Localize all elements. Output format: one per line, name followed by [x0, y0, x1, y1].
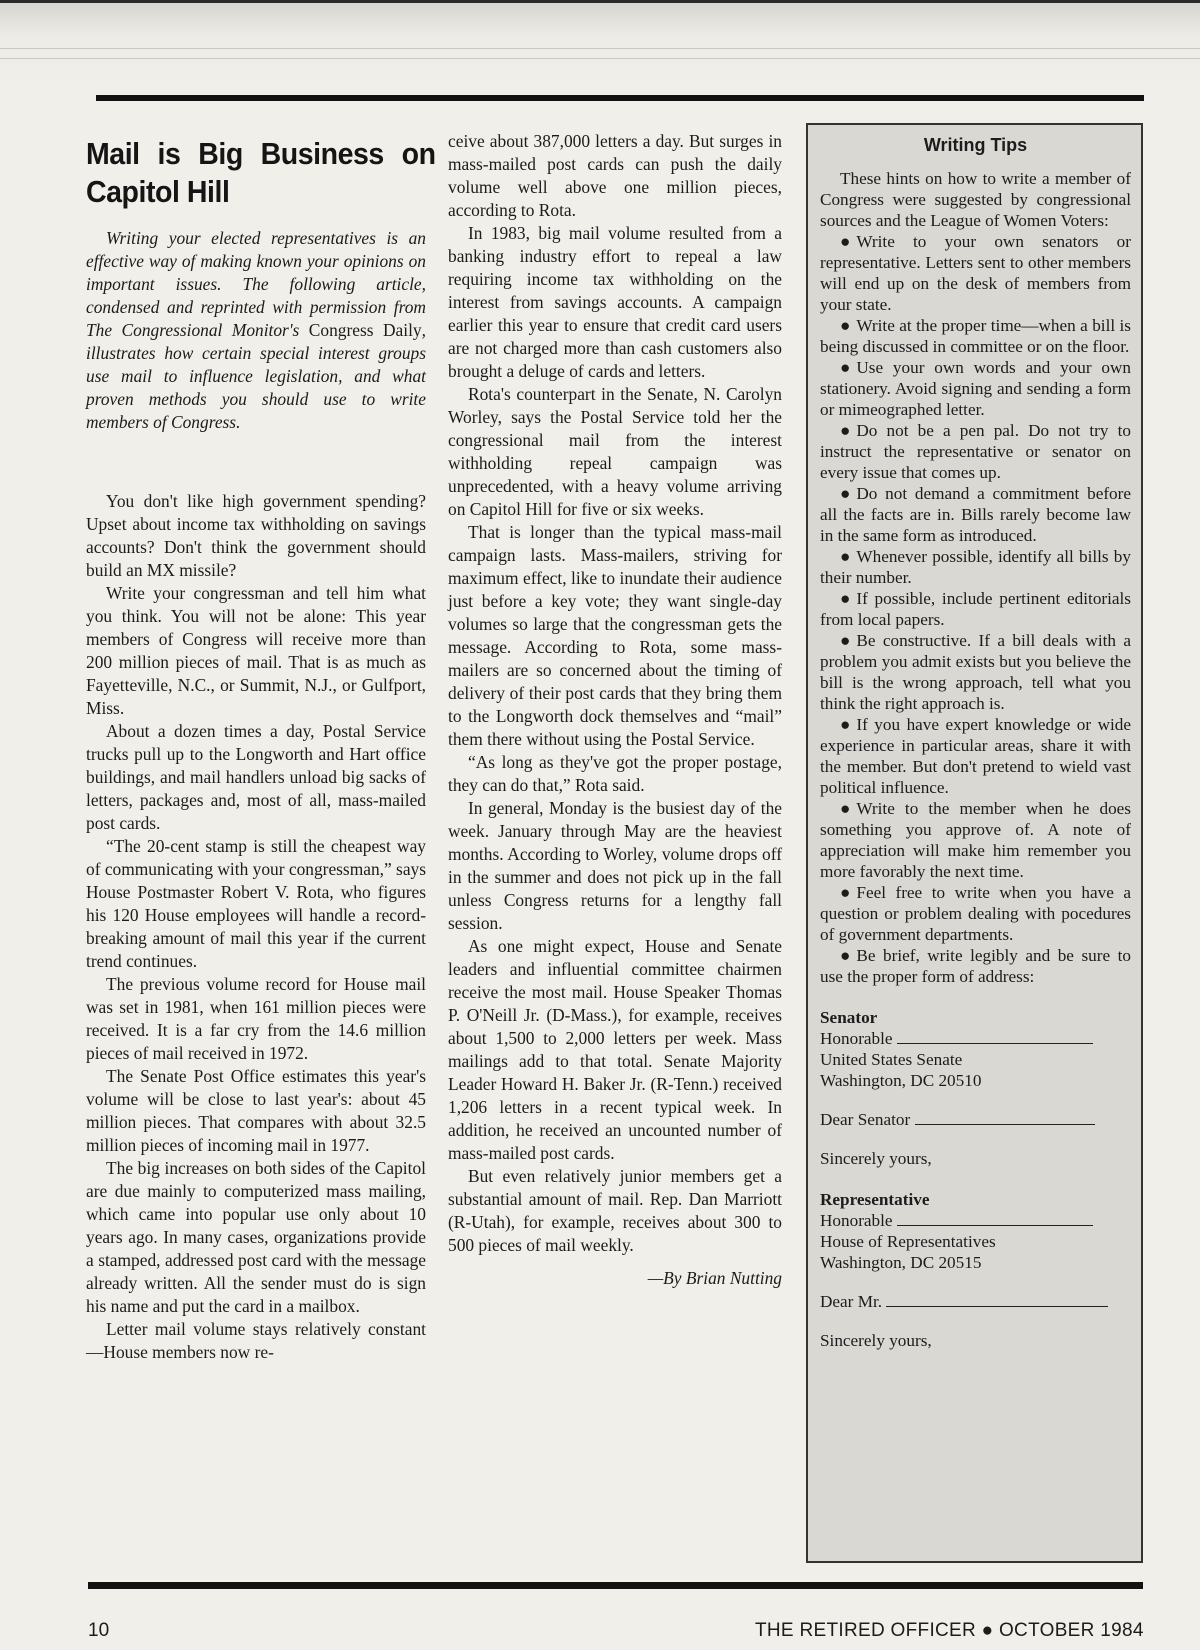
body-paragraph: The Senate Post Office estimates this year's volume will be close to last year's: about 45 million pieces. That compares with about 32.5 million pieces of incoming mail in 1977. — [86, 1066, 426, 1155]
intro-text: , illustrates how certain special interest groups use mail to influence legislation, and what proven methods you should use to write members of Congress. — [86, 320, 426, 432]
closing-line: Sincerely yours, — [820, 1149, 932, 1168]
address-line: House of Representatives — [820, 1232, 996, 1251]
address-line: Washington, DC 20515 — [820, 1253, 982, 1272]
bullet-icon: ● — [840, 715, 851, 734]
salutation-line — [820, 1291, 1131, 1312]
closing-line: Sincerely yours, — [820, 1331, 932, 1350]
bullet-icon: ● — [840, 799, 851, 818]
bullet-icon: ● — [840, 421, 851, 440]
intro-publication: The Congressional Monitor's — [86, 320, 300, 340]
salutation-label: Dear Mr. — [820, 1292, 883, 1311]
senator-heading: Senator — [820, 1008, 878, 1027]
body-paragraph: “The 20-cent stamp is still the cheapest way of communicating with your congressman,” says House Postmaster Robert V. Rota, who figures his 120 House employees will handle a record-breaking amount of mail this year if the current trend continues. — [86, 836, 427, 971]
bullet-icon: ● — [840, 589, 851, 608]
bottom-rule — [88, 1582, 1143, 1589]
tip-text: Write to the member when he does something you approve of. A note of appreciation will make him remember you more favorably the next time. — [820, 799, 1131, 881]
body-paragraph: “As long as they've got the proper postage, they can do that,” Rota said. — [448, 752, 782, 795]
scan-line — [0, 48, 1200, 49]
body-paragraph: As one might expect, House and Senate leaders and influential committee chairmen receive the most mail. House Speaker Thomas P. O'Neill Jr. (D-Mass.), for example, receives about 1,500 to 2,000 letters per week. Mass mailings add to that total. Senate Majority Leader Howard H. Baker Jr. (R-Tenn.) received 1,206 letters in a recent typical week. In addition, he received an uncounted number of mass-mailed post cards. — [448, 936, 782, 1163]
tip-text: Do not demand a commitment before all the facts are in. Bills rarely become law in the same form as introduced. — [820, 484, 1131, 545]
honorable-line — [820, 1210, 1131, 1231]
publication-footer: THE RETIRED OFFICER ● OCTOBER 1984 — [755, 1620, 1144, 1641]
honorable-label: Honorable — [820, 1029, 893, 1048]
tip-item — [820, 483, 1131, 546]
body-paragraph: About a dozen times a day, Postal Service trucks pull up to the Longworth and Hart office buildings, and mail handlers unload big sacks of letters, packages and, most of all, mass-mailed post cards. — [86, 721, 426, 833]
body-paragraph: But even relatively junior members get a substantial amount of mail. Rep. Dan Marriott (R-Utah), for example, receives about 300 to 500 pieces of mail weekly. — [448, 1166, 782, 1255]
spacer — [820, 1091, 1131, 1109]
intro-paragraph — [86, 227, 426, 434]
article-headline: Mail is Big Business on Capitol Hill — [86, 136, 436, 209]
address-line: United States Senate — [820, 1050, 963, 1069]
tip-item — [820, 945, 1131, 987]
bullet-icon: ● — [840, 316, 851, 335]
body-paragraph: Letter mail volume stays relatively constant—House members now re- — [86, 1319, 426, 1362]
name-blank — [886, 1292, 1108, 1307]
tip-text: If you have expert knowledge or wide experience in particular areas, share it with the member. But don't pretend to wield vast political influence. — [820, 715, 1131, 797]
tip-text: Do not be a pen pal. Do not try to instruct the representative or senator on every issue that comes up. — [820, 421, 1131, 482]
body-paragraph: The previous volume record for House mail was set in 1981, when 161 million pieces were received. It is a far cry from the 14.6 million pieces of mail received in 1972. — [86, 974, 426, 1063]
tip-text: Whenever possible, identify all bills by their number. — [820, 547, 1131, 587]
body-paragraph: That is longer than the typical mass-mail campaign lasts. Mass-mailers, striving for maximum effect, like to inundate their audience just before a key vote; they want single-day volumes so large that the congressman gets the message. According to Rota, some mass-mailers are so concerned about the timing of delivery of their post cards that they bring them to the Longworth dock themselves and “mail” them there without using the Postal Service. — [448, 522, 782, 749]
tip-text: Be brief, write legibly and be sure to use the proper form of address: — [820, 946, 1131, 986]
spacer — [820, 1130, 1131, 1148]
body-paragraph: In 1983, big mail volume resulted from a banking industry effort to repeal a law requiring income tax withholding on the interest from savings accounts. A campaign earlier this year to ensure that credit card users are not charged more than cash customers also brought a deluge of cards and letters. — [448, 223, 782, 381]
tip-item — [820, 588, 1131, 630]
tip-text: Write at the proper time—when a bill is being discussed in committee or on the floor. — [820, 316, 1131, 356]
name-blank — [915, 1110, 1095, 1125]
intro-column-name: Congress Daily — [299, 320, 422, 340]
top-rule — [96, 95, 1144, 101]
representative-address-form — [820, 1189, 1131, 1351]
tip-text: Be constructive. If a bill deals with a problem you admit exists but you believe the bill is the wrong approach, tell what you think the right approach is. — [820, 631, 1131, 713]
byline: —By Brian Nutting — [647, 1268, 782, 1288]
tip-item — [820, 546, 1131, 588]
scan-line — [0, 58, 1200, 59]
honorable-line — [820, 1028, 1131, 1049]
tip-text: Write to your own senators or representative. Letters sent to other members will end up on the desk of members from your state. — [820, 232, 1131, 314]
tip-item — [820, 231, 1131, 315]
tip-item — [820, 630, 1131, 714]
tip-item — [820, 357, 1131, 420]
bullet-icon: ● — [840, 484, 851, 503]
body-paragraph: Rota's counterpart in the Senate, N. Carolyn Worley, says the Postal Service told her the congressional mail from the interest withholding repeal campaign was unprecedented, with a heavy volume arriving on Capitol Hill for five or six weeks. — [448, 384, 782, 519]
article-intro — [86, 227, 426, 434]
scan-header-band — [0, 0, 1200, 83]
senator-address-form — [820, 1007, 1131, 1169]
body-paragraph-continued: ceive about 387,000 letters a day. But surges in mass-mailed post cards can push the daily volume well above one million pieces, according to Rota. — [448, 131, 782, 220]
bullet-icon: ● — [840, 883, 851, 902]
sidebar-lead: These hints on how to write a member of Congress were suggested by congressional sources and the League of Women Voters: — [820, 169, 1131, 230]
bullet-icon: ● — [840, 946, 851, 965]
tips-list — [820, 231, 1131, 987]
representative-heading: Representative — [820, 1190, 930, 1209]
bullet-icon: ● — [840, 232, 851, 251]
bullet-icon: ● — [840, 631, 851, 650]
honorable-label: Honorable — [820, 1211, 893, 1230]
salutation-line — [820, 1109, 1131, 1130]
tip-item — [820, 315, 1131, 357]
body-paragraph: You don't like high government spending? Upset about income tax withholding on savings accounts? Don't think the government should build an MX missile? — [86, 491, 426, 580]
tip-item — [820, 798, 1131, 882]
body-paragraph: Write your congressman and tell him what you think. You will not be alone: This year members of Congress will receive more than 200 million pieces of mail. That is as much as Fayetteville, N.C., or Summit, N.J., or Gulfport, Miss. — [86, 583, 426, 718]
tip-item — [820, 882, 1131, 945]
spacer — [820, 1312, 1131, 1330]
writing-tips-sidebar — [806, 123, 1143, 1563]
intro-text: Writing your elected representatives is an effective way of making known your opinions on important issues. The following article, condensed and reprinted with permission from — [86, 228, 426, 317]
tip-text: Use your own words and your own stationery. Avoid signing and sending a form or mimeographed letter. — [820, 358, 1131, 419]
tip-item — [820, 714, 1131, 798]
body-paragraph: In general, Monday is the busiest day of the week. January through May are the heaviest months. According to Worley, volume drops off in the summer and does not pick up in the fall unless Congress returns for a lengthy fall session. — [448, 798, 782, 933]
bullet-icon: ● — [840, 358, 851, 377]
article-column-1 — [86, 135, 436, 1364]
tip-text: Feel free to write when you have a question or problem dealing with pocedures of government departments. — [820, 883, 1131, 944]
page-number: 10 — [88, 1620, 110, 1641]
name-blank — [897, 1211, 1093, 1226]
body-paragraph: The big increases on both sides of the Capitol are due mainly to computerized mass mailing, which came into popular use only about 10 years ago. In many cases, organizations provide a stamped, addressed post card with the message already written. All the sender must do is sign his name and put the card in a mailbox. — [86, 1158, 426, 1316]
article-column-2 — [448, 130, 782, 1290]
name-blank — [897, 1029, 1093, 1044]
tip-item — [820, 420, 1131, 483]
address-line: Washington, DC 20510 — [820, 1071, 982, 1090]
spacer — [820, 1273, 1131, 1291]
sidebar-title: Writing Tips — [923, 135, 1028, 155]
salutation-label: Dear Senator — [820, 1110, 911, 1129]
bullet-icon: ● — [840, 547, 851, 566]
tip-text: If possible, include pertinent editorials from local papers. — [820, 589, 1131, 629]
